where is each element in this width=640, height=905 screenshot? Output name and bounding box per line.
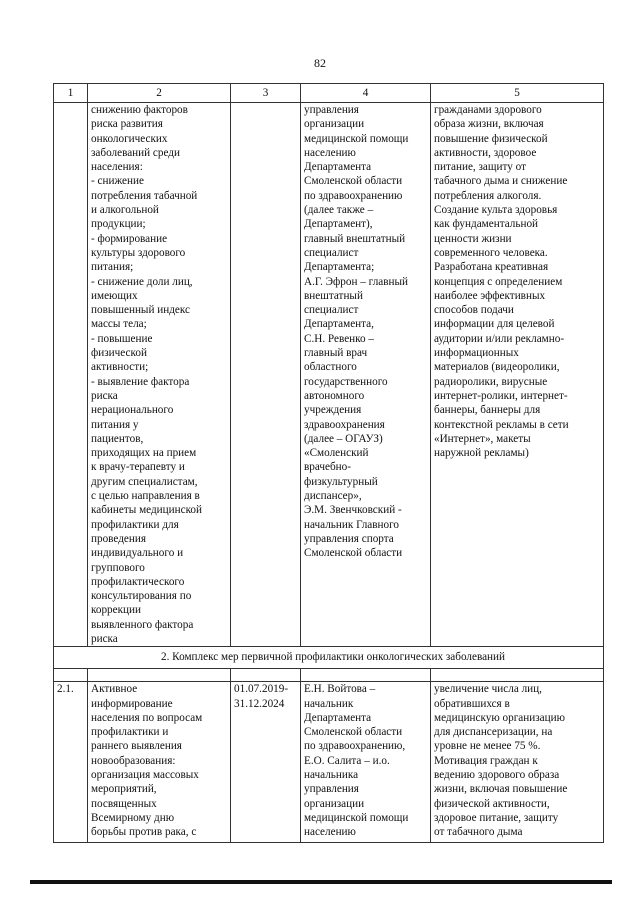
spacer-row xyxy=(54,669,604,682)
responsible-cell: Е.Н. Войтова – начальник Департамента Смоленской области по здравоохранению, Е.О. Салита – и.о. начальника управления организации медицинской помощи населению xyxy=(301,682,431,843)
table-header-row xyxy=(54,84,604,103)
spacer-cell xyxy=(54,669,88,682)
header-col-5: 5 xyxy=(431,84,604,103)
page-number: 82 xyxy=(314,56,326,70)
dates-cell xyxy=(231,103,301,647)
row-number xyxy=(54,103,88,647)
header-col-1: 1 xyxy=(54,84,88,103)
header-col-4: 4 xyxy=(301,84,431,103)
dates-cell: 01.07.2019- 31.12.2024 xyxy=(231,682,301,843)
spacer-cell xyxy=(431,669,604,682)
table-row xyxy=(54,682,604,843)
program-table xyxy=(53,83,604,843)
section-header-row xyxy=(54,647,604,669)
footer-rule xyxy=(30,880,612,884)
measure-cell: Активное информирование населения по вопросам профилактики и раннего выявления новообразования: организация массовых мероприятий, посвященных Всемирному дню борьбы против рака, с xyxy=(88,682,231,843)
responsible-cell: управления организации медицинской помощи населению Департамента Смоленской области по здравоохранению (далее также – Департамент), главный внештатный специалист Департамента; А.Г. Эфрон – главный внештатный специалист Департамента, С.Н. Ревенко – главный врач областного государственного автономного учреждения здравоохранения (далее – ОГАУЗ) «Смоленский врачебно- физкультурный диспансер», Э.М. Звенчковский - начальник Главного управления спорта Смоленской области xyxy=(301,103,431,647)
spacer-cell xyxy=(301,669,431,682)
row-number: 2.1. xyxy=(54,682,88,843)
result-cell: увеличение числа лиц, обратившихся в медицинскую организацию для диспансеризации, на уровне не менее 75 %. Мотивация граждан к ведению здорового образа жизни, включая повышение физической активности, здоровое питание, защиту от табачного дыма xyxy=(431,682,604,843)
spacer-cell xyxy=(88,669,231,682)
measure-cell: снижению факторов риска развития онкологических заболеваний среди населения: - снижение потребления табачной и алкогольной продукции; - формирование культуры здорового питания; - снижение доли лиц, имеющих повышенный индекс массы тела; - повышение физической активности; - выявление фактора риска нерационального питания у пациентов, приходящих на прием к врачу-терапевту и другим специалистам, с целью направления в кабинеты медицинской профилактики для проведения индивидуального и группового профилактического консультирования по коррекции выявленного фактора риска xyxy=(88,103,231,647)
table-row xyxy=(54,103,604,647)
header-col-3: 3 xyxy=(231,84,301,103)
spacer-cell xyxy=(231,669,301,682)
result-cell: гражданами здорового образа жизни, включая повышение физической активности, здоровое питание, защиту от табачного дыма и снижение потребления алкоголя. Создание культа здоровья как фундаментальной ценности жизни современного человека. Разработана креативная концепция с определением наиболее эффективных способов подачи информации для целевой аудитории и/или рекламно- информационных материалов (видеоролики, радиоролики, вирусные интернет-ролики, интернет- баннеры, баннеры для контекстной рекламы в сети «Интернет», макеты наружной рекламы) xyxy=(431,103,604,647)
section-title: 2. Комплекс мер первичной профилактики онкологических заболеваний xyxy=(54,647,604,669)
header-col-2: 2 xyxy=(88,84,231,103)
